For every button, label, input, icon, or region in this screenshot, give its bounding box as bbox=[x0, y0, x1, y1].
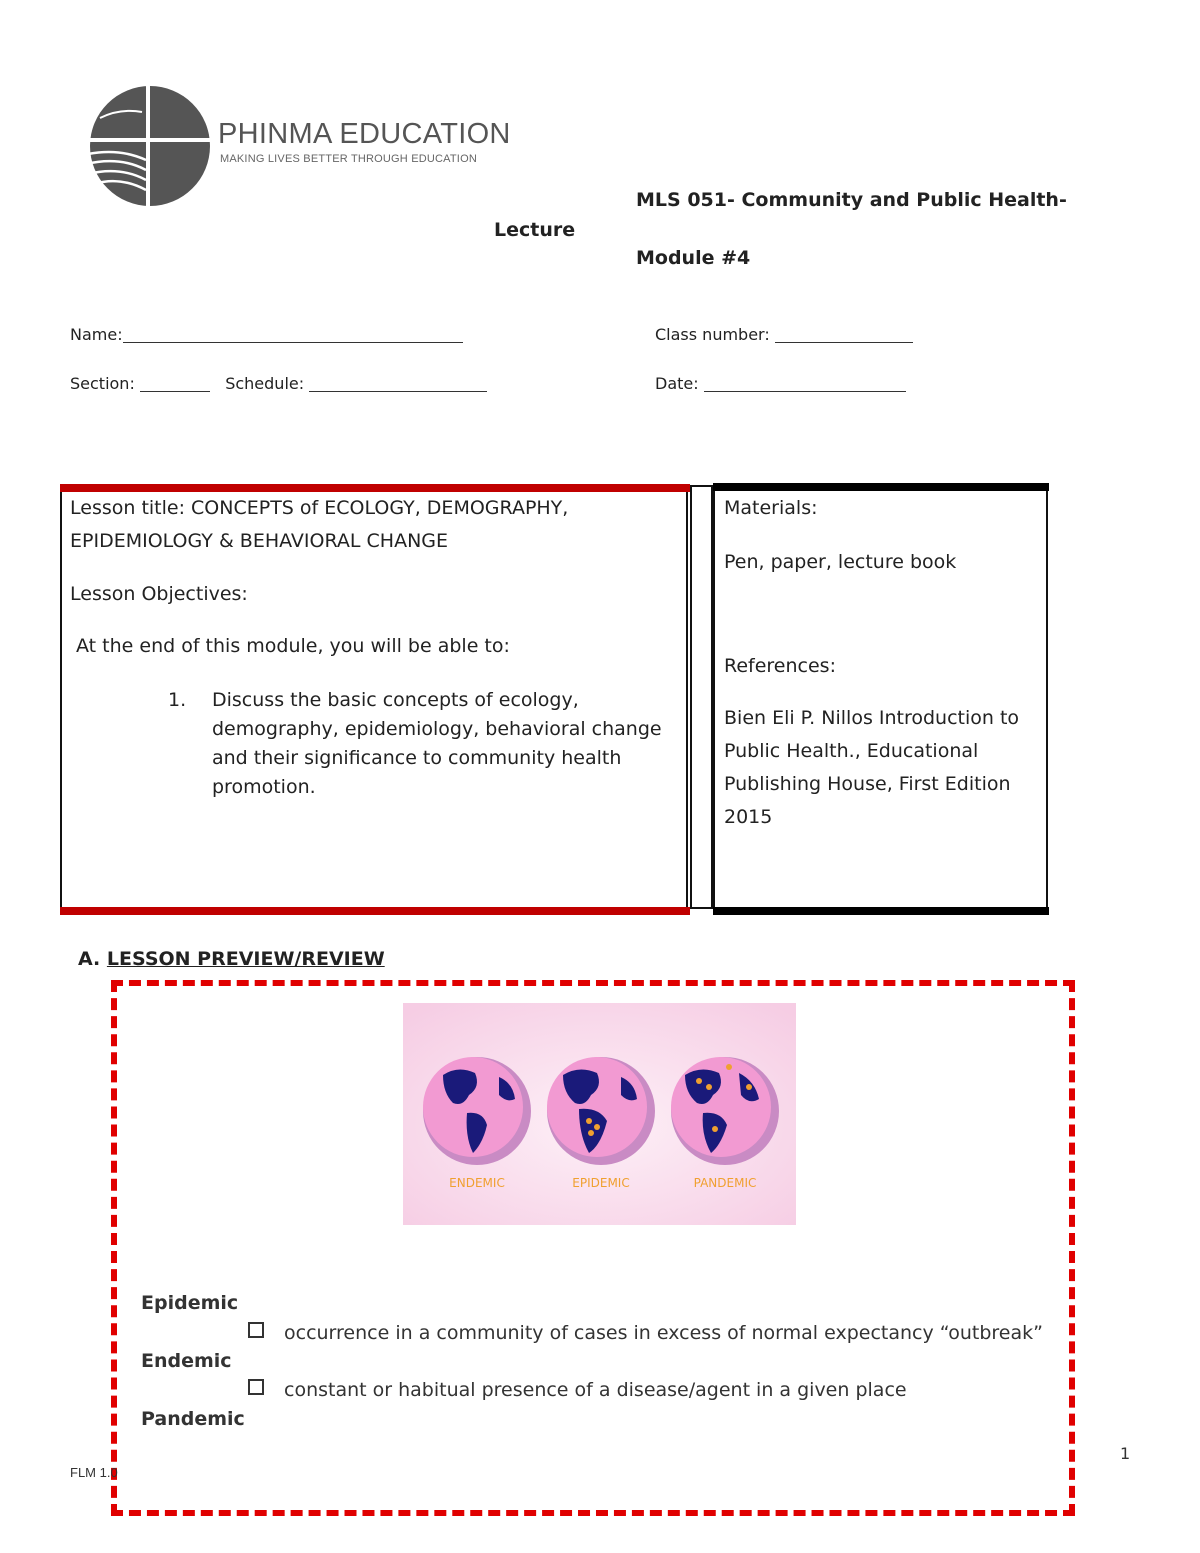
pandemic-caption: PANDEMIC bbox=[693, 1176, 757, 1190]
brand-name: PHINMA EDUCATION bbox=[218, 118, 511, 150]
term-epidemic: Epidemic bbox=[141, 1292, 239, 1314]
phinma-logo-icon bbox=[80, 82, 220, 210]
objectives-intro: At the end of this module, you will be able to: bbox=[76, 635, 510, 657]
lesson-title: Lesson title: CONCEPTS of ECOLOGY, DEMOGRAPHY, bbox=[70, 497, 569, 519]
class-number-label: Class number: bbox=[655, 325, 770, 344]
definition-epidemic-text: occurrence in a community of cases in excess of normal expectancy “outbreak” bbox=[284, 1322, 1043, 1344]
section-title: LESSON PREVIEW/REVIEW bbox=[106, 948, 385, 970]
objectives-label: Lesson Objectives: bbox=[70, 583, 248, 605]
section-field[interactable] bbox=[70, 374, 487, 393]
lesson-title-cont: EPIDEMIOLOGY & BEHAVIORAL CHANGE bbox=[70, 530, 449, 552]
date-label: Date: bbox=[655, 374, 699, 393]
course-title: MLS 051- Community and Public Health- bbox=[636, 189, 1067, 211]
module-number: Module #4 bbox=[636, 247, 751, 269]
references-label: References: bbox=[724, 655, 836, 677]
definition-endemic bbox=[248, 1379, 907, 1401]
course-title-cont: Lecture bbox=[494, 219, 576, 241]
endemic-epidemic-pandemic-illustration bbox=[403, 1003, 796, 1225]
term-pandemic: Pandemic bbox=[141, 1408, 245, 1430]
date-field[interactable] bbox=[655, 374, 906, 393]
footer-code: FLM 1.0 bbox=[70, 1465, 118, 1480]
epidemic-caption: EPIDEMIC bbox=[572, 1176, 630, 1190]
checkbox-bullet-icon bbox=[248, 1322, 264, 1338]
globe-epidemic-icon bbox=[547, 1057, 655, 1165]
brand-tagline: MAKING LIVES BETTER THROUGH EDUCATION bbox=[220, 153, 477, 165]
definition-endemic-text: constant or habitual presence of a disease/agent in a given place bbox=[284, 1379, 907, 1401]
divider-box bbox=[690, 485, 713, 909]
term-endemic: Endemic bbox=[141, 1350, 232, 1372]
schedule-label: Schedule: bbox=[225, 374, 305, 393]
name-label: Name: bbox=[70, 325, 123, 344]
objective-number: 1. bbox=[168, 689, 187, 711]
red-bar-top bbox=[60, 484, 690, 492]
objective-text: Discuss the basic concepts of ecology, demography, epidemiology, behavioral change and their significance to community health promotion. bbox=[212, 689, 662, 798]
page-number: 1 bbox=[1120, 1444, 1131, 1463]
reference-text: Bien Eli P. Nillos Introduction to Public Health., Educational Publishing House, First Edition 2015 bbox=[724, 707, 1020, 828]
black-bar-top bbox=[713, 483, 1049, 491]
black-bar-bottom bbox=[713, 907, 1049, 915]
materials-label: Materials: bbox=[724, 497, 818, 519]
section-heading bbox=[78, 948, 385, 970]
section-label: Section: bbox=[70, 374, 135, 393]
endemic-caption: ENDEMIC bbox=[449, 1176, 505, 1190]
globe-endemic-icon bbox=[423, 1057, 531, 1165]
globe-pandemic-icon bbox=[671, 1057, 779, 1165]
section-letter: A. bbox=[78, 948, 101, 970]
red-bar-bottom bbox=[60, 907, 690, 915]
name-field[interactable] bbox=[70, 325, 463, 344]
class-number-field[interactable] bbox=[655, 325, 913, 344]
materials-value: Pen, paper, lecture book bbox=[724, 551, 957, 573]
checkbox-bullet-icon bbox=[248, 1379, 264, 1395]
definition-epidemic bbox=[248, 1322, 1043, 1344]
